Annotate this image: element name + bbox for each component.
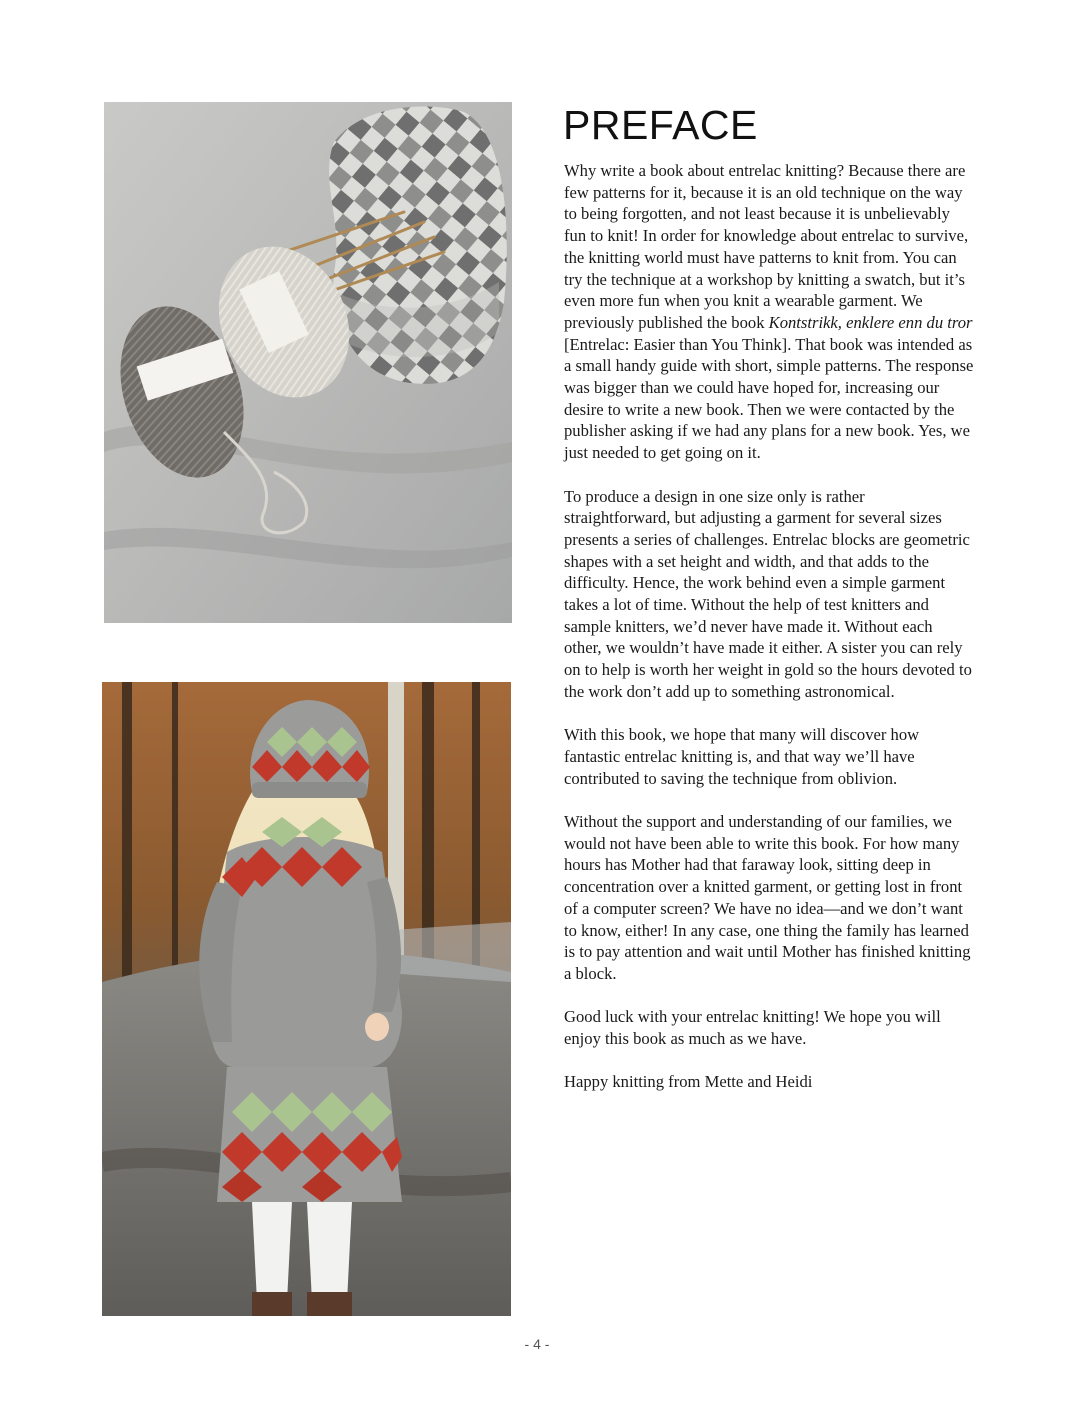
paragraph-3: With this book, we hope that many will discover how fantastic entrelac knitting is, and that way we’ll have contributed to saving the technique from oblivion.: [564, 725, 920, 788]
photo-yarn-and-knitting: [104, 102, 512, 623]
page-title: PREFACE: [563, 102, 758, 148]
paragraph-1: [564, 160, 974, 464]
paragraph-5: Good luck with your entrelac knitting! We hope you will enjoy this book as much as we have.: [564, 1007, 941, 1049]
paragraph-1-part-b: [Entrelac: Easier than You Think]. That book was intended as a small handy guide with short, simple patterns. The response was bigger than we could have hoped for, increasing our desire to write a new book. Then we were contacted by the publisher asking if we had any plans for a new book. Yes, we just needed to get going on it.: [564, 334, 974, 463]
paragraph-4: Without the support and understanding of our families, we would not have been able to write this book. For how many hours has Mother had that faraway look, sitting deep in concentration over a knitted garment, or getting lost in front of a computer screen? We have no idea—and we don’t want to know, either! In any case, one thing the family has learned is to pay attention and wait until Mother has finished knitting a block.: [564, 812, 971, 983]
paragraph-2: To produce a design in one size only is rather straightforward, but adjusting a garment for several sizes presents a series of challenges. Entrelac blocks are geometric shapes with a set height and width, and that adds to the difficulty. Hence, the work behind even a simple garment takes a lot of time. Without the help of test knitters and sample knitters, we’d never have made it. Without each other, we wouldn’t have made it either. A sister you can rely on to help is worth her weight in gold so the hours devoted to the work don’t add up to something astronomical.: [564, 486, 972, 701]
preface-body: [564, 160, 974, 1115]
paragraph-1-part-a: Why write a book about entrelac knitting? Because there are few patterns for it, because it is an old technique on the way to being forgotten, and not least because it is unbelievably fun to knit! In order for knowledge about entrelac to survive, the knitting world must have patterns to knit from. You can try the technique at a workshop by knitting a swatch, but it’s even more fun when you knit a wearable garment. We previously published the book: [564, 161, 969, 332]
book-title-italic: Kontstrikk, enklere enn du tror: [768, 312, 973, 332]
page-number: - 4 -: [524, 1336, 550, 1352]
photo-girl-in-entrelac-outfit: [102, 682, 511, 1316]
signature-line: Happy knitting from Mette and Heidi: [564, 1072, 813, 1092]
